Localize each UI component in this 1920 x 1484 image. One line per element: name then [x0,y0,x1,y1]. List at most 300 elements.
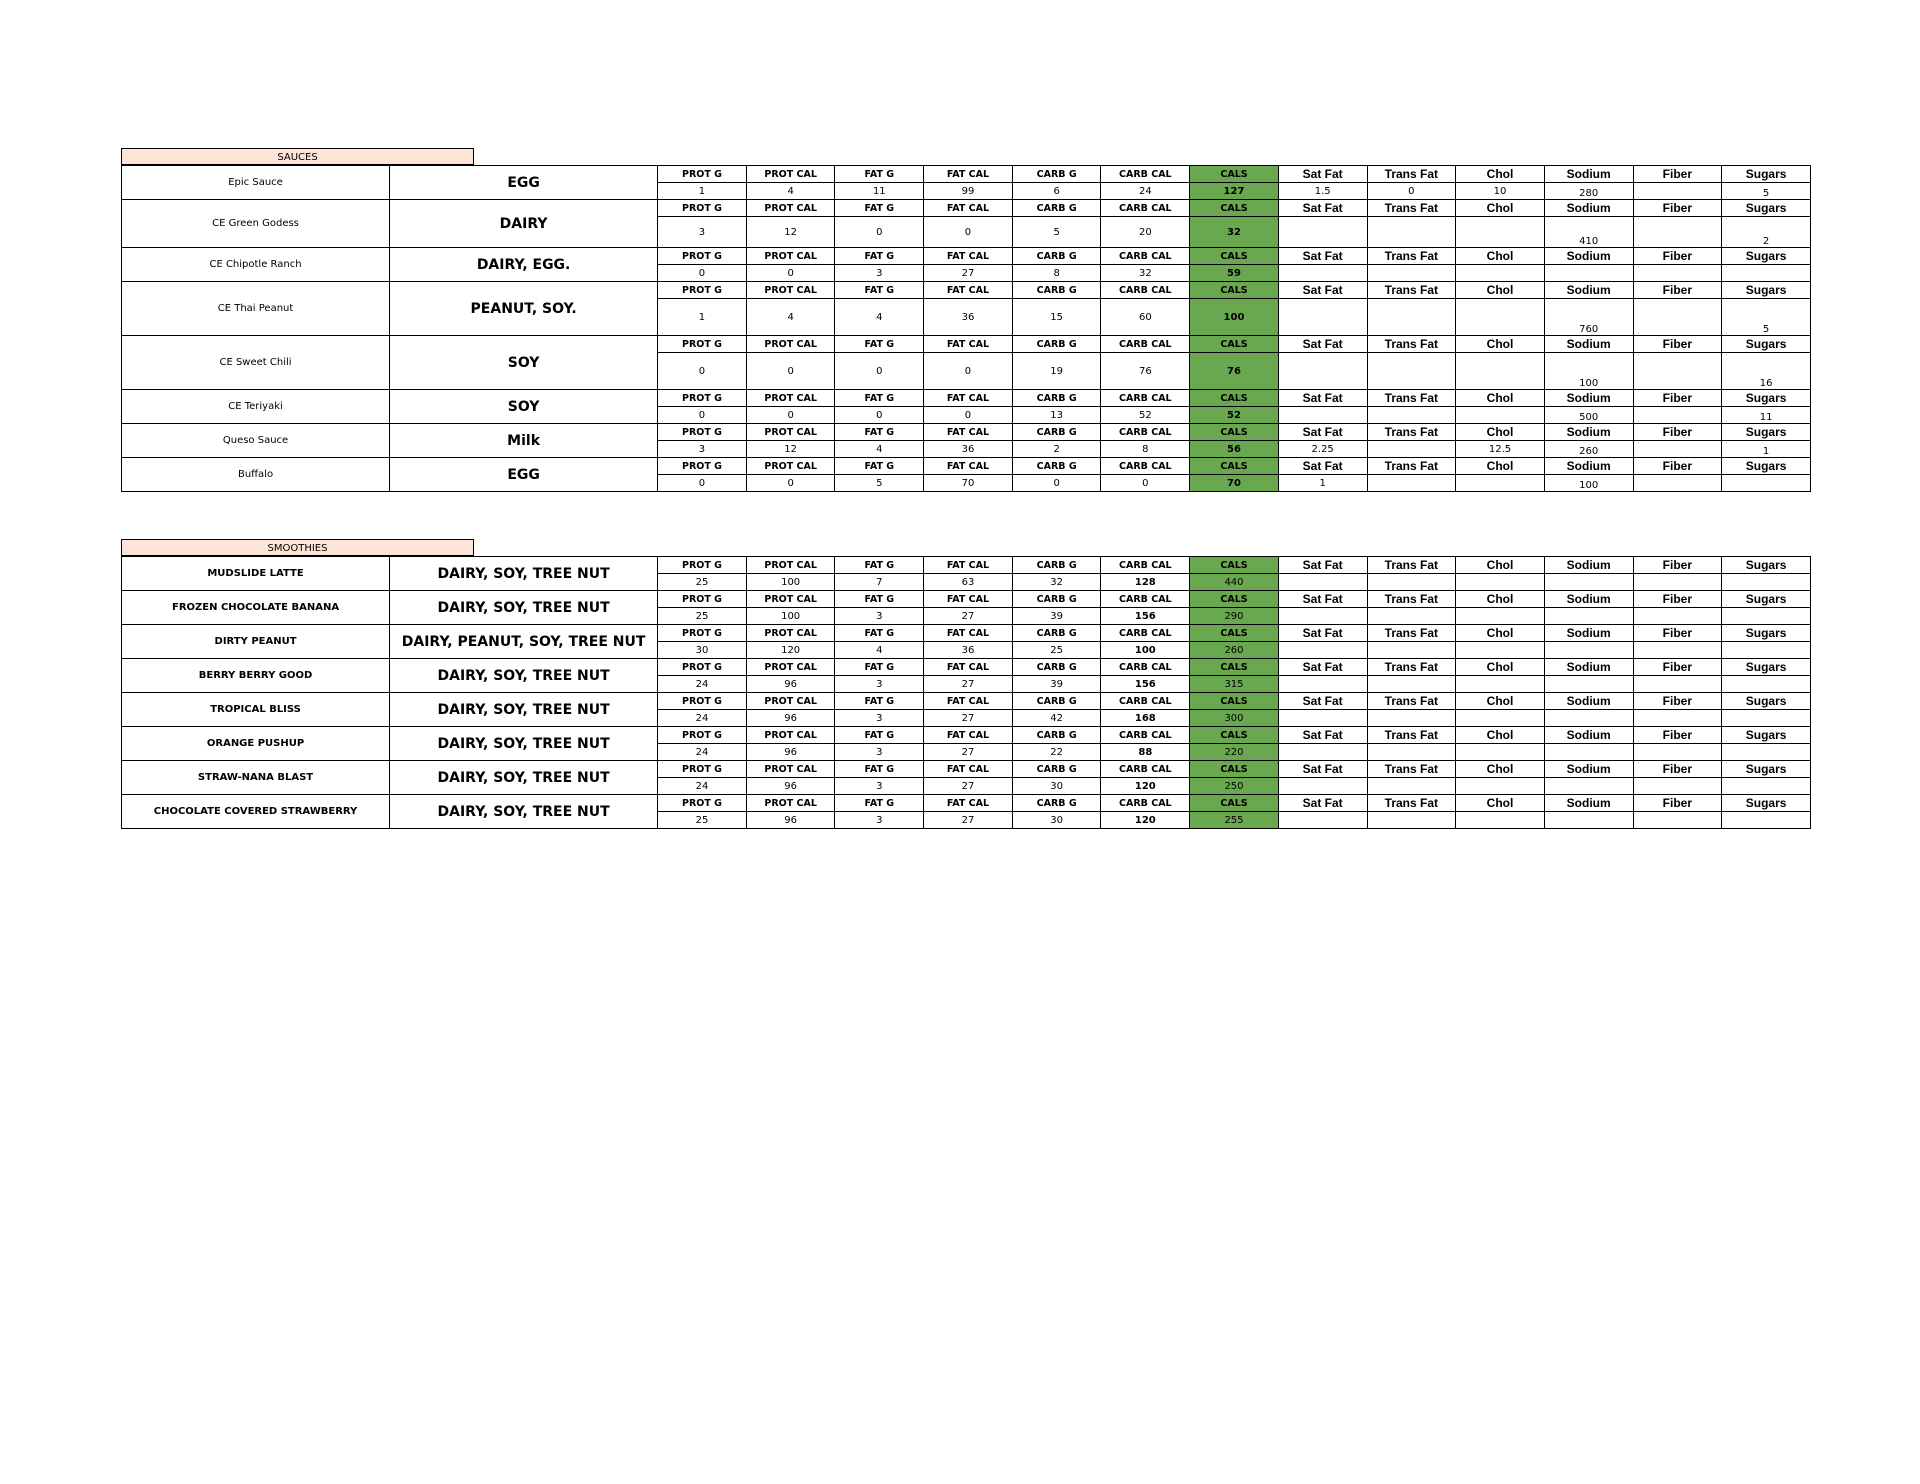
nutrition-value [1456,574,1545,591]
column-header: Sodium [1544,557,1633,574]
table-row-header [122,166,1811,183]
column-header: CARB CAL [1101,200,1190,217]
column-header: FAT G [835,693,924,710]
column-header: FAT CAL [924,625,1013,642]
table-row-header [122,282,1811,299]
column-header: CARB G [1012,390,1101,407]
nutrition-value: 24 [658,778,747,795]
nutrition-value: 96 [746,744,835,761]
nutrition-value: 27 [924,778,1013,795]
nutrition-value: 3 [835,608,924,625]
nutrition-value [1633,441,1722,458]
column-header: Sodium [1544,458,1633,475]
column-header: CARB CAL [1101,458,1190,475]
column-header: PROT CAL [746,282,835,299]
column-header: FAT G [835,591,924,608]
column-header: Chol [1456,458,1545,475]
nutrition-value: 36 [924,299,1013,336]
item-name: CE Chipotle Ranch [122,248,390,282]
column-header: CARB CAL [1101,390,1190,407]
nutrition-value: 56 [1190,441,1279,458]
column-header: FAT CAL [924,200,1013,217]
item-name: MUDSLIDE LATTE [122,557,390,591]
nutrition-value [1278,642,1367,659]
nutrition-value: 3 [835,744,924,761]
column-header: Trans Fat [1367,336,1456,353]
nutrition-value [1722,812,1811,829]
column-header: PROT G [658,727,747,744]
item-allergens: DAIRY, SOY, TREE NUT [390,557,658,591]
nutrition-value: 10 [1456,183,1545,200]
column-header: Fiber [1633,282,1722,299]
nutrition-value: 1 [1278,475,1367,492]
nutrition-value: 120 [1101,778,1190,795]
column-header: Sugars [1722,424,1811,441]
table-row-header [122,727,1811,744]
item-allergens: DAIRY, SOY, TREE NUT [390,659,658,693]
nutrition-value: 24 [658,710,747,727]
nutrition-value [1367,676,1456,693]
nutrition-value: 32 [1012,574,1101,591]
item-allergens: SOY [390,390,658,424]
nutrition-value [1367,574,1456,591]
nutrition-value [1456,353,1545,390]
column-header: Sat Fat [1278,557,1367,574]
item-allergens: DAIRY, SOY, TREE NUT [390,761,658,795]
nutrition-value: 4 [835,299,924,336]
column-header: Sugars [1722,795,1811,812]
column-header: Sugars [1722,727,1811,744]
nutrition-value: 25 [658,608,747,625]
column-header: Chol [1456,200,1545,217]
nutrition-value: 128 [1101,574,1190,591]
nutrition-value: 0 [924,353,1013,390]
column-header: Fiber [1633,166,1722,183]
column-header: FAT G [835,795,924,812]
column-header: PROT G [658,282,747,299]
column-header: CARB CAL [1101,761,1190,778]
nutrition-value: 260 [1190,642,1279,659]
nutrition-value [1367,217,1456,248]
column-header: CALS [1190,336,1279,353]
item-name: CE Green Godess [122,200,390,248]
column-header: PROT G [658,625,747,642]
column-header: FAT CAL [924,166,1013,183]
nutrition-value: 32 [1190,217,1279,248]
nutrition-value: 59 [1190,265,1279,282]
nutrition-value: 11 [1722,407,1811,424]
column-header: Chol [1456,591,1545,608]
column-header: CARB G [1012,166,1101,183]
nutrition-value [1722,778,1811,795]
column-header: Sat Fat [1278,591,1367,608]
column-header: Chol [1456,557,1545,574]
nutrition-value: 0 [835,407,924,424]
nutrition-value: 24 [1101,183,1190,200]
column-header: CARB G [1012,659,1101,676]
column-header: Sodium [1544,390,1633,407]
nutrition-value: 120 [746,642,835,659]
column-header: PROT G [658,248,747,265]
column-header: CALS [1190,625,1279,642]
column-header: CARB G [1012,424,1101,441]
column-header: Chol [1456,795,1545,812]
column-header: PROT CAL [746,659,835,676]
column-header: FAT G [835,625,924,642]
nutrition-value: 4 [746,183,835,200]
column-header: Sugars [1722,282,1811,299]
nutrition-value [1722,676,1811,693]
nutrition-value: 0 [835,353,924,390]
nutrition-value: 5 [835,475,924,492]
item-name: CE Thai Peanut [122,282,390,336]
nutrition-value [1633,642,1722,659]
nutrition-value: 0 [924,217,1013,248]
nutrition-value [1456,475,1545,492]
column-header: Fiber [1633,693,1722,710]
column-header: CALS [1190,200,1279,217]
column-header: Sodium [1544,166,1633,183]
nutrition-value [1278,265,1367,282]
column-header: Fiber [1633,625,1722,642]
item-name: Queso Sauce [122,424,390,458]
table-row-header [122,458,1811,475]
nutrition-value [1633,812,1722,829]
column-header: FAT CAL [924,591,1013,608]
nutrition-value: 39 [1012,608,1101,625]
nutrition-value: 6 [1012,183,1101,200]
column-header: Trans Fat [1367,282,1456,299]
column-header: Sat Fat [1278,795,1367,812]
column-header: Sodium [1544,795,1633,812]
smoothies-section-label: SMOOTHIES [121,539,474,556]
nutrition-value [1278,353,1367,390]
nutrition-value: 250 [1190,778,1279,795]
nutrition-value [1544,642,1633,659]
column-header: Trans Fat [1367,557,1456,574]
item-name: ORANGE PUSHUP [122,727,390,761]
nutrition-value: 0 [1101,475,1190,492]
nutrition-value [1722,574,1811,591]
column-header: CALS [1190,458,1279,475]
nutrition-value: 168 [1101,710,1190,727]
nutrition-value: 1.5 [1278,183,1367,200]
column-header: PROT CAL [746,693,835,710]
column-header: FAT CAL [924,282,1013,299]
nutrition-value: 96 [746,812,835,829]
nutrition-value [1367,608,1456,625]
item-allergens: DAIRY, SOY, TREE NUT [390,693,658,727]
column-header: CARB CAL [1101,166,1190,183]
column-header: FAT CAL [924,693,1013,710]
nutrition-value: 120 [1101,812,1190,829]
nutrition-value [1544,265,1633,282]
column-header: Sat Fat [1278,727,1367,744]
nutrition-value: 15 [1012,299,1101,336]
column-header: Sugars [1722,693,1811,710]
nutrition-value: 16 [1722,353,1811,390]
nutrition-value: 42 [1012,710,1101,727]
column-header: PROT G [658,336,747,353]
nutrition-value: 96 [746,778,835,795]
item-name: TROPICAL BLISS [122,693,390,727]
nutrition-value: 500 [1544,407,1633,424]
column-header: Sugars [1722,336,1811,353]
nutrition-value: 0 [746,265,835,282]
column-header: Chol [1456,336,1545,353]
nutrition-value [1633,778,1722,795]
item-name: STRAW-NANA BLAST [122,761,390,795]
column-header: PROT G [658,659,747,676]
column-header: Sugars [1722,458,1811,475]
column-header: PROT CAL [746,424,835,441]
table-row-header [122,424,1811,441]
nutrition-value: 11 [835,183,924,200]
column-header: Sodium [1544,727,1633,744]
nutrition-value: 20 [1101,217,1190,248]
nutrition-value: 30 [658,642,747,659]
nutrition-value: 4 [746,299,835,336]
column-header: PROT CAL [746,591,835,608]
nutrition-value [1722,608,1811,625]
nutrition-value: 24 [658,744,747,761]
column-header: CARB G [1012,282,1101,299]
column-header: FAT G [835,727,924,744]
column-header: Sodium [1544,693,1633,710]
column-header: Sat Fat [1278,390,1367,407]
column-header: Fiber [1633,795,1722,812]
column-header: FAT CAL [924,458,1013,475]
nutrition-value [1544,812,1633,829]
column-header: Trans Fat [1367,424,1456,441]
column-header: Sat Fat [1278,458,1367,475]
nutrition-value: 280 [1544,183,1633,200]
nutrition-value: 32 [1101,265,1190,282]
column-header: Sat Fat [1278,336,1367,353]
column-header: FAT G [835,557,924,574]
nutrition-value: 300 [1190,710,1279,727]
nutrition-value [1278,299,1367,336]
sauces-section-label: SAUCES [121,148,474,165]
nutrition-value: 156 [1101,608,1190,625]
nutrition-value [1278,676,1367,693]
column-header: PROT CAL [746,166,835,183]
nutrition-value: 25 [658,812,747,829]
sauces-section [121,148,1811,492]
nutrition-value: 3 [835,812,924,829]
table-row-header [122,248,1811,265]
column-header: PROT G [658,458,747,475]
nutrition-value: 1 [658,299,747,336]
column-header: FAT CAL [924,390,1013,407]
nutrition-value [1278,778,1367,795]
nutrition-value: 22 [1012,744,1101,761]
column-header: Sodium [1544,591,1633,608]
column-header: Sodium [1544,248,1633,265]
column-header: Sodium [1544,336,1633,353]
column-header: Sat Fat [1278,248,1367,265]
column-header: CARB G [1012,761,1101,778]
table-row-header [122,200,1811,217]
nutrition-value [1278,608,1367,625]
column-header: Trans Fat [1367,795,1456,812]
nutrition-value [1367,744,1456,761]
nutrition-value: 3 [835,265,924,282]
column-header: CARB CAL [1101,336,1190,353]
column-header: Sugars [1722,591,1811,608]
nutrition-value [1456,265,1545,282]
nutrition-value: 27 [924,608,1013,625]
column-header: Fiber [1633,591,1722,608]
nutrition-value: 0 [746,475,835,492]
column-header: Sat Fat [1278,761,1367,778]
column-header: CARB CAL [1101,659,1190,676]
column-header: Sugars [1722,248,1811,265]
column-header: Fiber [1633,761,1722,778]
nutrition-value [1278,217,1367,248]
item-name: CE Sweet Chili [122,336,390,390]
nutrition-value: 52 [1190,407,1279,424]
nutrition-value [1544,676,1633,693]
nutrition-value [1633,217,1722,248]
nutrition-value: 52 [1101,407,1190,424]
column-header: PROT G [658,795,747,812]
nutrition-value: 12.5 [1456,441,1545,458]
column-header: Sat Fat [1278,424,1367,441]
nutrition-value: 1 [1722,441,1811,458]
nutrition-value [1456,676,1545,693]
column-header: Fiber [1633,458,1722,475]
column-header: Sodium [1544,625,1633,642]
column-header: Sugars [1722,390,1811,407]
column-header: FAT G [835,761,924,778]
nutrition-value: 3 [835,710,924,727]
nutrition-value: 96 [746,676,835,693]
nutrition-value: 25 [1012,642,1101,659]
nutrition-value: 0 [746,407,835,424]
nutrition-value: 1 [658,183,747,200]
nutrition-value [1633,710,1722,727]
table-row-header [122,336,1811,353]
column-header: Sodium [1544,761,1633,778]
column-header: Trans Fat [1367,761,1456,778]
column-header: PROT G [658,693,747,710]
nutrition-value [1456,744,1545,761]
nutrition-value: 127 [1190,183,1279,200]
nutrition-value [1278,407,1367,424]
nutrition-value: 88 [1101,744,1190,761]
column-header: CALS [1190,557,1279,574]
nutrition-value: 30 [1012,778,1101,795]
nutrition-value: 760 [1544,299,1633,336]
nutrition-value [1456,299,1545,336]
nutrition-value [1367,265,1456,282]
nutrition-value: 36 [924,642,1013,659]
nutrition-value [1367,353,1456,390]
column-header: PROT G [658,557,747,574]
column-header: FAT CAL [924,336,1013,353]
nutrition-value: 5 [1722,183,1811,200]
column-header: Trans Fat [1367,248,1456,265]
column-header: Fiber [1633,390,1722,407]
nutrition-value: 0 [835,217,924,248]
nutrition-value: 3 [835,778,924,795]
nutrition-value: 3 [835,676,924,693]
column-header: Sodium [1544,282,1633,299]
nutrition-value: 0 [924,407,1013,424]
nutrition-value [1367,299,1456,336]
column-header: CARB G [1012,200,1101,217]
nutrition-value [1633,676,1722,693]
column-header: Fiber [1633,557,1722,574]
column-header: Sugars [1722,659,1811,676]
nutrition-value: 24 [658,676,747,693]
nutrition-value: 0 [658,475,747,492]
table-row-header [122,591,1811,608]
nutrition-value: 100 [1544,353,1633,390]
column-header: FAT G [835,659,924,676]
column-header: Trans Fat [1367,200,1456,217]
nutrition-value: 12 [746,217,835,248]
nutrition-value: 4 [835,642,924,659]
table-row-header [122,795,1811,812]
column-header: CARB CAL [1101,795,1190,812]
column-header: Fiber [1633,336,1722,353]
column-header: CARB CAL [1101,557,1190,574]
column-header: PROT G [658,591,747,608]
table-row-header [122,693,1811,710]
column-header: PROT CAL [746,795,835,812]
column-header: Trans Fat [1367,693,1456,710]
column-header: Trans Fat [1367,727,1456,744]
nutrition-value [1456,710,1545,727]
nutrition-value: 27 [924,265,1013,282]
nutrition-value: 290 [1190,608,1279,625]
item-name: CE Teriyaki [122,390,390,424]
column-header: FAT CAL [924,727,1013,744]
smoothies-table [121,556,1811,829]
nutrition-value: 156 [1101,676,1190,693]
column-header: Sugars [1722,166,1811,183]
nutrition-value: 100 [1190,299,1279,336]
nutrition-value: 36 [924,441,1013,458]
nutrition-value [1367,778,1456,795]
nutrition-value [1544,608,1633,625]
column-header: FAT CAL [924,557,1013,574]
column-header: PROT CAL [746,557,835,574]
nutrition-value: 2 [1012,441,1101,458]
item-allergens: DAIRY, EGG. [390,248,658,282]
column-header: PROT CAL [746,458,835,475]
column-header: PROT G [658,166,747,183]
nutrition-value [1633,299,1722,336]
nutrition-value [1456,812,1545,829]
column-header: CALS [1190,659,1279,676]
nutrition-value [1633,608,1722,625]
item-allergens: Milk [390,424,658,458]
table-row-header [122,659,1811,676]
nutrition-value: 220 [1190,744,1279,761]
nutrition-value: 39 [1012,676,1101,693]
nutrition-value [1722,475,1811,492]
nutrition-value: 63 [924,574,1013,591]
item-name: BERRY BERRY GOOD [122,659,390,693]
table-row-header [122,625,1811,642]
column-header: FAT CAL [924,761,1013,778]
column-header: CARB CAL [1101,693,1190,710]
nutrition-value [1456,608,1545,625]
column-header: Trans Fat [1367,458,1456,475]
